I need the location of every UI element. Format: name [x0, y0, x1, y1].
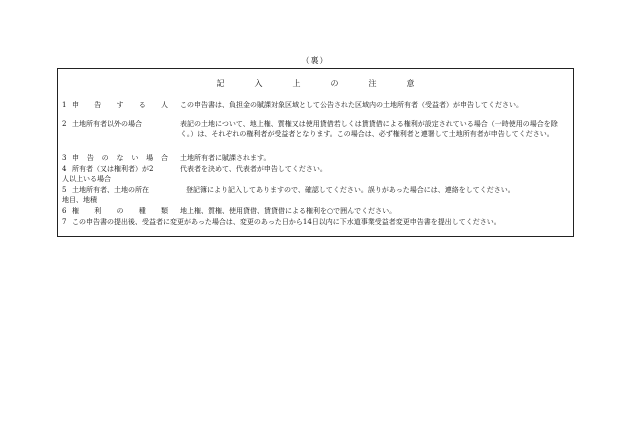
note-text: この申告書は、負担金の賦課対象区域として公告された区域内の土地所有者（受益者）が申告してください。	[180, 101, 523, 109]
title-char: の	[330, 79, 339, 88]
title-char: 記	[216, 79, 225, 88]
note-text: 土地所有者に賦課されます。	[180, 154, 271, 162]
note-label: 申 告 す る 人	[72, 101, 168, 109]
page-side-label: （裏）	[301, 56, 329, 65]
note-text: 表記の土地について、地上権、質権又は使用貸借若しくは賃貸借による権利が設定されている場合（一時使用の場合を除く。）は、それぞれの権利者が受益者となります。この場合は、必ず権利者と連署して土地所有者が申告してください。	[180, 120, 558, 138]
title-char: 入	[254, 79, 263, 88]
note-number: 6	[62, 207, 67, 215]
note-label-line1: 土地所有者、土地の所在	[72, 186, 149, 194]
note-text: 登記簿により記入してありますので、確認してください。誤りがあった場合には、連絡をしてください。	[186, 186, 515, 194]
title-char: 上	[292, 79, 301, 88]
note-label: 土地所有者以外の場合	[72, 120, 142, 128]
note-text: この申告書の提出後、受益者に変更があった場合は、変更のあった日から14日以内に下水道事業受益者変更申告書を提出してください。	[72, 218, 501, 226]
note-label-line2: 地目、地積	[62, 196, 97, 204]
note-number: 1	[62, 101, 67, 109]
notes-box	[57, 68, 574, 237]
title-char: 意	[406, 79, 415, 88]
note-label: 申 告 の な い 場 合	[72, 154, 168, 162]
notes-title	[58, 78, 573, 89]
note-2	[62, 119, 569, 151]
note-number: 5	[62, 186, 67, 194]
note-number: 3	[62, 154, 67, 162]
note-number: 7	[62, 218, 67, 226]
note-5	[62, 185, 569, 205]
note-number: 2	[62, 120, 67, 128]
note-number: 4	[62, 165, 67, 173]
note-label-line2: 人以上いる場合	[62, 175, 111, 183]
note-text: 代表者を決めて、代表者が申告してください。	[180, 165, 327, 173]
title-char: 注	[368, 79, 377, 88]
note-4	[62, 164, 569, 184]
note-label: 権 利 の 種 類	[72, 207, 168, 215]
note-text: 地上権、質権、使用貸借、賃貸借による権利を○で囲んでください。	[180, 207, 397, 215]
note-label-line1: 所有者（又は権利者）が2	[72, 165, 154, 173]
